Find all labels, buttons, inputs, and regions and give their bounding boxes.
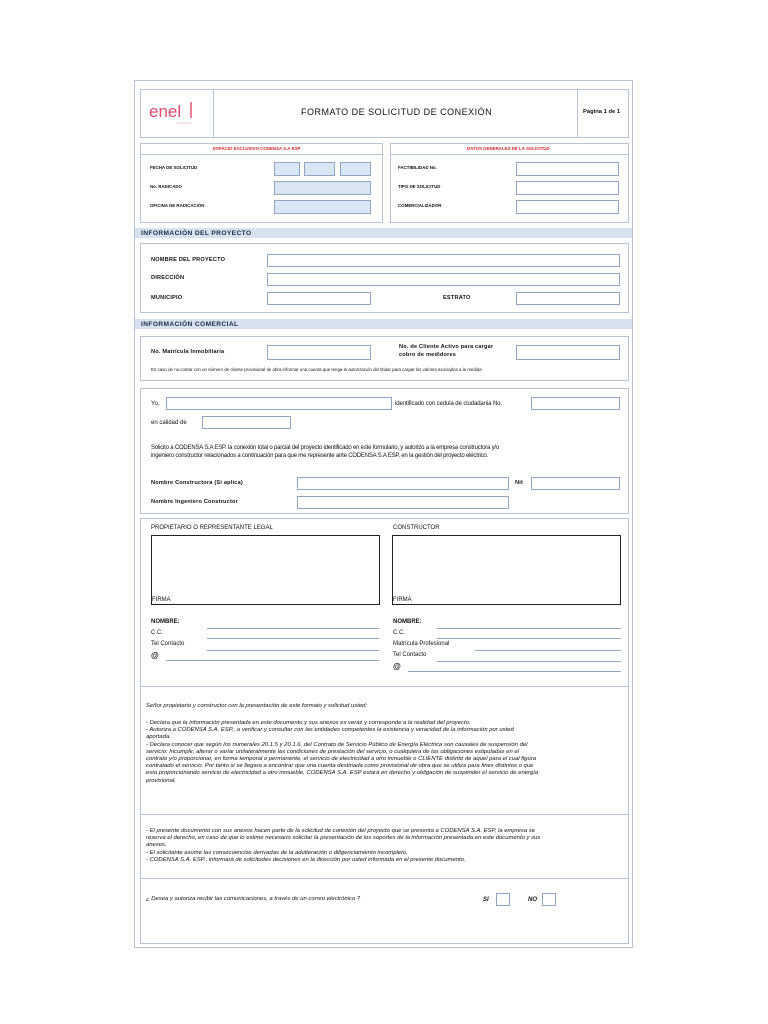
form-title: FORMATO DE SOLICITUD DE CONEXIÓN (301, 107, 493, 117)
constructora-label: Nombre Constructora (Si aplica) (151, 480, 243, 486)
calidad-input[interactable] (202, 416, 291, 429)
si-checkbox[interactable] (496, 893, 510, 906)
matricula-inmobiliaria-input[interactable] (267, 345, 371, 360)
no-label: NO (528, 897, 537, 903)
propietario-cc-line[interactable] (207, 638, 379, 639)
propietario-tel-label: Tel Contacto (151, 641, 185, 647)
si-label: SI (483, 897, 489, 903)
fecha-month-input[interactable] (304, 162, 335, 176)
propietario-firma-label: FIRMA (152, 597, 171, 603)
declaracion-text: - Declara que la información presentada en este documento y sus anexos es veraz y corresponde a la realidad del proyecto. - Autoriza a CODENSA S.A. ESP., a verificar y consultar con las entidades competentes la existencia y veracidad de la información por usted aportada. - Declara conocer que según los numerales 20.1.5 y 20.1.6. del Contrato de Servicio Público de Energía Eléctrica son causales de suspensión del servicio: Incumplir, alterar o variar unilateralmente las condiciones de prestación del servicio, o cualquiera de las obligaciones estipuladas en el contrato y/o proporcionar, en forma temporal o permanente, el servicio de electricidad a otro inmueble o CLIENTE distinto de aquel para el cual figura contratado el servicio. Por tanto si se llegara a encontrar que una cuenta destinada como provisional de obra que se utiliza para fines distintos o que esta proporcionando servicio de electricidad a otro inmueble, CODENSA S.A. ESP estará en derecho y obligación de suspender el servicio de energía provisional. (146, 720, 539, 784)
comercializador-label: COMERCIALIZADOR (398, 203, 442, 208)
declaracion-intro: Señor propietario y constructor con la presentación de este formato y solicitud usted: (146, 703, 368, 709)
tipo-solicitud-label: TIPO DE SOLICITUD (398, 184, 441, 189)
calidad-label: en calidad de (151, 420, 187, 426)
direccion-label: DIRECCIÓN (151, 275, 185, 281)
oficina-label: OFICINA DE RADICACIÓN (150, 203, 205, 208)
comercial-box (140, 336, 629, 381)
autorizacion-text-2: ingeniero constructor relacionados a continuación para que me represente ante CODENSA S.A ESP. en la gestión del proyecto eléctrico. (151, 453, 489, 459)
comunicaciones-question: ¿ Desea y autoriza recibir las comunicaciones, a través de un correo electrónico ? (146, 896, 361, 902)
cedula-input[interactable] (531, 397, 620, 410)
constructor-firma-label: FIRMA (393, 597, 412, 603)
ingeniero-label: Nombre Ingeniero Constructor (151, 499, 239, 505)
constructor-matricula-line[interactable] (475, 650, 621, 651)
datos-generales-panel (390, 143, 629, 223)
tipo-solicitud-input[interactable] (516, 181, 619, 195)
constructor-email-icon: @ (393, 662, 401, 671)
propietario-tel-line[interactable] (207, 650, 379, 651)
nit-label: Nit (515, 480, 524, 486)
factibilidad-label: FACTIBILIDAD No. (398, 165, 437, 170)
direccion-input[interactable] (267, 273, 620, 286)
declaracion-box (140, 686, 629, 816)
fecha-label: FECHA DE SOLICITUD (150, 165, 198, 170)
propietario-nombre-label: NOMBRE: (151, 619, 180, 625)
propietario-signature-box[interactable] (151, 535, 380, 605)
header-box (140, 89, 629, 138)
constructor-signature-box[interactable] (392, 535, 621, 605)
constructor-title: CONSTRUCTOR (393, 525, 440, 531)
factibilidad-input[interactable] (516, 162, 619, 176)
page-number-cell (577, 90, 629, 137)
estrato-input[interactable] (516, 292, 620, 305)
yo-label: Yo, (151, 401, 160, 407)
nombre-proyecto-label: NOMBRE DEL PROYECTO (151, 257, 226, 263)
firmas-box (140, 518, 629, 688)
propietario-title: PROPIETARIO O REPRESENTANTE LEGAL (151, 525, 273, 531)
logo-cell (141, 90, 214, 137)
autorizacion-text-1: Solicito a CODENSA S.A ESP. la conexión total o parcial del proyecto identificado en este formulario, y autorizo a la empresa constructora y/o (151, 445, 500, 451)
page-number: Página 1 de 1 (583, 109, 621, 115)
constructor-email-line[interactable] (408, 671, 621, 672)
svg-text:enel: enel (149, 102, 182, 121)
datos-generales-title: DATOS GENERALES DE LA SOLICITUD (467, 146, 550, 151)
section-comercial-bar (135, 319, 632, 329)
yo-input[interactable] (166, 397, 392, 410)
anexos-box (140, 814, 629, 880)
constructora-input[interactable] (297, 477, 509, 490)
proyecto-box (140, 243, 629, 313)
cliente-activo-input[interactable] (516, 345, 620, 360)
cedula-label: identificado con cedula de ciudadania No. (395, 401, 502, 407)
constructor-tel-label: Tel Contacto (393, 652, 427, 658)
propietario-cc-label: C.C. (151, 630, 163, 636)
fecha-year-input[interactable] (340, 162, 371, 176)
nombre-proyecto-input[interactable] (267, 254, 620, 267)
constructor-cc-line[interactable] (437, 638, 621, 639)
codensa-panel (140, 143, 383, 223)
oficina-input[interactable] (274, 200, 371, 214)
propietario-nombre-line[interactable] (207, 628, 379, 629)
municipio-label: MUNICIPIO (151, 295, 183, 301)
anexos-text: - El presente documento con sus anexos hacen parte de la solicitud de conexión del proyecto que se presenta a CODENSA S.A. ESP, la empresa se reserva el derecho, en caso de que lo estime necesario solicitar la presentación de los soportes de la información presentada en este documento y sus anexos. - El solicitante asume las consecuencias derivadas de la adulteración o diligenciamiento incompleto. - CODENSA S.A. ESP., informará de solicitudes decisiones en la dirección por usted informada en el presente documento. (146, 828, 541, 863)
section-proyecto-title: INFORMACIÓN DEL PROYECTO (141, 230, 252, 237)
form-page (134, 80, 633, 948)
propietario-email-icon: @ (151, 651, 159, 660)
no-checkbox[interactable] (542, 893, 556, 906)
constructor-matricula-label: Matrícula Profesional (393, 641, 450, 647)
codensa-panel-title: ESPACIO EXCLUSIVO CODENSA S.A ESP (213, 146, 301, 151)
cliente-activo-label-1: No. de Cliente Activo para cargar (399, 344, 494, 350)
propietario-email-line[interactable] (166, 660, 379, 661)
section-proyecto-bar (135, 228, 632, 238)
municipio-input[interactable] (267, 292, 371, 305)
radicado-label: No. RADICADO (150, 184, 182, 189)
autorizacion-box (140, 388, 629, 514)
comunicaciones-box (140, 878, 629, 944)
enel-logo-icon (147, 98, 207, 128)
nit-input[interactable] (531, 477, 620, 490)
constructor-nombre-line[interactable] (437, 628, 621, 629)
cliente-activo-label-2: cobro de medidores (399, 352, 457, 358)
ingeniero-input[interactable] (297, 496, 509, 509)
fecha-day-input[interactable] (274, 162, 300, 176)
constructor-nombre-label: NOMBRE: (393, 619, 422, 625)
matricula-inmobiliaria-label: No. Matrícula Inmobiliaria (151, 349, 225, 355)
estrato-label: ESTRATO (443, 295, 471, 301)
radicado-input[interactable] (274, 181, 371, 195)
comercial-note: En caso de no contar con un número de cliente provisional de obra informar una cuenta que tenga la autorización del titular para cargar los valores asociados a la medida (151, 367, 482, 372)
comercializador-input[interactable] (516, 200, 619, 214)
constructor-tel-line[interactable] (437, 661, 621, 662)
constructor-cc-label: C.C. (393, 630, 405, 636)
section-comercial-title: INFORMACIÓN COMERCIAL (141, 321, 239, 328)
